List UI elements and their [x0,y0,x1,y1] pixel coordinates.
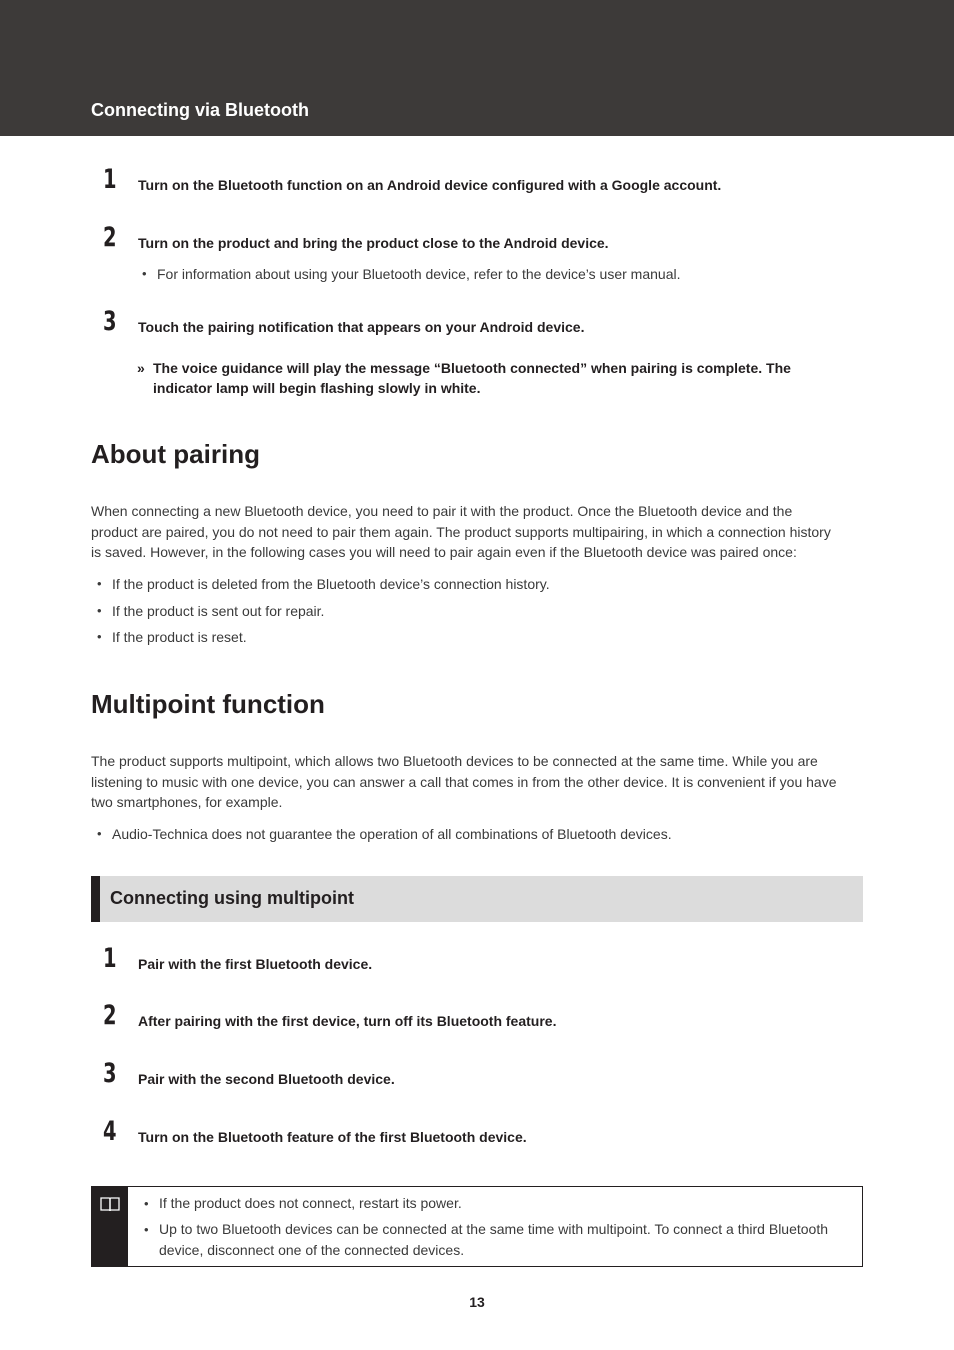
bullet-dot: • [142,266,147,281]
bullet-dot: • [144,1196,149,1211]
book-icon [100,1196,120,1212]
paragraph-line: When connecting a new Bluetooth device, you need to pair it with the product. Once the Bluetooth device and the [91,503,793,519]
section-heading-about-pairing: About pairing [91,439,260,469]
list-item [142,264,681,285]
step-text: Turn on the Bluetooth function on an Android device configured with a Google account. [138,177,722,193]
step-number: 3 [103,306,117,337]
multipoint-paragraph [91,751,867,813]
step-text: Pair with the second Bluetooth device. [138,1071,395,1087]
header-title: Connecting via Bluetooth [91,100,309,120]
step-result [137,358,857,398]
subsection-heading [91,876,863,922]
bullet-text: If the product is deleted from the Bluetooth device’s connection history. [112,576,550,592]
step-number: 2 [103,1000,117,1031]
list-item [97,601,325,622]
note-text-line-1: Up to two Bluetooth devices can be connected at the same time with multipoint. To connect a third Bluetooth [159,1221,829,1237]
note-text: If the product does not connect, restart its power. [159,1195,462,1211]
result-arrow-icon: » [137,360,145,376]
list-item [97,574,550,595]
paragraph-line: The product supports multipoint, which allows two Bluetooth devices to be connected at the same time. While you are [91,753,818,769]
step-number: 4 [103,1116,117,1147]
bullet-dot: • [97,576,102,591]
paragraph-line: product are paired, you do not need to pair them again. The product supports multipairing, in which a connection history [91,523,831,540]
bullet-dot: • [97,826,102,841]
page-number: 13 [469,1294,485,1310]
step-text: Turn on the product and bring the product close to the Android device. [138,235,609,251]
step-text: After pairing with the first device, turn off its Bluetooth feature. [138,1013,557,1029]
about-pairing-paragraph [91,501,867,563]
bullet-dot: • [144,1222,149,1237]
bullet-text: Audio-Technica does not guarantee the operation of all combinations of Bluetooth devices. [112,826,672,842]
paragraph-line: listening to music with one device, you can answer a call that comes in from the other device. It is convenient if you have [91,773,837,790]
section-heading-multipoint: Multipoint function [91,689,325,719]
bullet-dot: • [97,629,102,644]
page-header [0,0,954,136]
subheading-accent-bar [91,876,100,922]
list-item [97,627,247,648]
bullet-text: If the product is reset. [112,629,247,645]
note-item [144,1193,864,1214]
step-number: 1 [103,943,117,974]
step-text: Touch the pairing notification that appears on your Android device. [138,319,585,335]
step-number: 2 [103,222,117,253]
note-box [91,1186,863,1267]
step-text: Turn on the Bluetooth feature of the first Bluetooth device. [138,1129,527,1145]
paragraph-line: is saved. However, in the following cases you will need to pair again even if the Bluetooth device was paired once: [91,544,797,560]
bullet-text: If the product is sent out for repair. [112,603,325,619]
step-number: 3 [103,1058,117,1089]
note-item [144,1219,864,1261]
list-item [97,824,672,845]
step-number: 1 [103,164,117,195]
bullet-text: For information about using your Bluetooth device, refer to the device’s user manual. [157,266,681,282]
subheading-label: Connecting using multipoint [110,888,354,908]
result-line-2: indicator lamp will begin flashing slowly in white. [153,380,481,396]
note-text-line-2: device, disconnect one of the connected devices. [159,1242,465,1258]
paragraph-line: two smartphones, for example. [91,794,283,810]
bullet-dot: • [97,603,102,618]
result-line-1: The voice guidance will play the message “Bluetooth connected” when pairing is complete. The [153,360,791,376]
note-sidebar [92,1187,128,1266]
step-text: Pair with the first Bluetooth device. [138,956,373,972]
